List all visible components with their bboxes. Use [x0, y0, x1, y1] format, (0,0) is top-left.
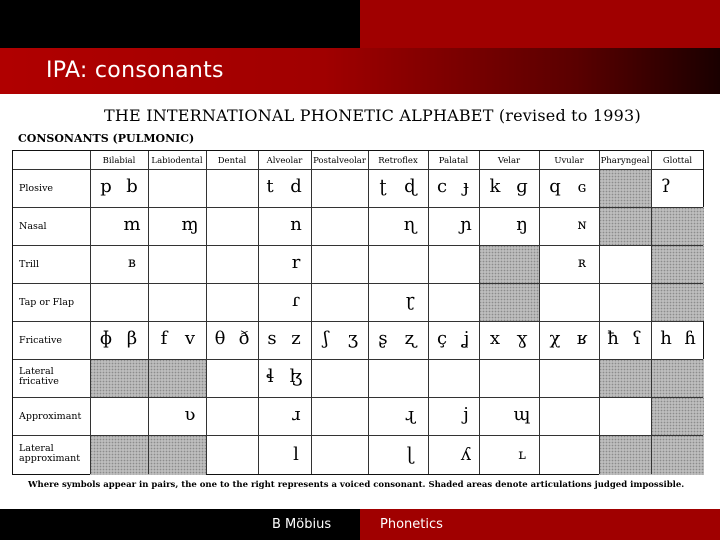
row-fricative: Fricative [19, 335, 63, 346]
ipa-symbol: ɬ [265, 366, 275, 387]
grid-line [258, 151, 259, 474]
grid-line [479, 151, 480, 474]
ipa-symbol: ɾ [291, 290, 301, 311]
row-approximant: Approximant [19, 411, 82, 422]
top-bar-black [0, 0, 360, 48]
col-uvular: Uvular [554, 156, 584, 166]
ipa-symbol: ɳ [403, 214, 417, 235]
ipa-symbol: c [436, 176, 448, 197]
ipa-symbol: ɡ [516, 176, 528, 197]
ipa-symbol: ʒ [347, 328, 359, 349]
title-bar [0, 48, 720, 94]
col-dental: Dental [217, 156, 247, 166]
ipa-symbol: ç [436, 328, 448, 349]
ipa-symbol: ɰ [513, 404, 531, 425]
col-retroflex: Retroflex [378, 156, 418, 166]
row-trill: Trill [19, 259, 39, 270]
ipa-symbol: ʃ [323, 328, 329, 349]
shade-velar-tap [479, 283, 539, 321]
ipa-symbol: ɽ [405, 290, 415, 311]
ipa-symbol: ɸ [99, 328, 113, 349]
ipa-symbol: ɴ [577, 217, 587, 233]
ipa-symbol: k [489, 176, 501, 197]
shade-glottal-approx [651, 397, 704, 435]
ipa-symbol: ɻ [405, 404, 415, 425]
row-plosive: Plosive [19, 183, 54, 194]
grid-line [651, 151, 652, 474]
ipa-symbol: p [100, 176, 112, 197]
ipa-symbol: z [291, 328, 301, 349]
ipa-symbol: ɹ [291, 404, 301, 425]
slide-title: IPA: consonants [46, 58, 224, 83]
ipa-consonant-table [12, 150, 704, 475]
row-nasal: Nasal [19, 221, 47, 232]
ipa-symbol: ɟ [463, 176, 469, 197]
ipa-symbol: ʔ [661, 176, 671, 197]
col-alveolar: Alveolar [266, 156, 303, 166]
ipa-symbol: χ [549, 328, 561, 349]
grid-line [311, 151, 312, 474]
ipa-symbol: ð [238, 328, 250, 349]
shade-velar-trill [479, 245, 539, 283]
ipa-chart-title: THE INTERNATIONAL PHONETIC ALPHABET (revised to 1993) [104, 106, 641, 125]
grid-line [428, 151, 429, 474]
ipa-symbol: ʈ [379, 176, 387, 197]
ipa-symbol: ɱ [181, 214, 199, 235]
ipa-symbol: d [290, 176, 302, 197]
col-palatal: Palatal [438, 156, 469, 166]
ipa-symbol: q [549, 176, 561, 197]
footer-author: B Möbius [272, 517, 332, 532]
col-bilabial: Bilabial [102, 156, 136, 166]
ipa-symbol: m [123, 214, 141, 235]
ipa-symbol: ɖ [404, 176, 416, 197]
ipa-symbol: ɭ [406, 444, 414, 465]
ipa-symbol: b [126, 176, 138, 197]
ipa-symbol: r [291, 252, 301, 273]
ipa-symbol: n [290, 214, 302, 235]
ipa-symbol: ʁ [576, 328, 588, 349]
footer-bar [0, 509, 720, 540]
shade-glottal-nasal [651, 207, 704, 245]
grid-line [206, 151, 207, 474]
ipa-symbol: ɮ [289, 366, 303, 387]
shade-glottal-tap [651, 283, 704, 321]
ipa-symbol: ɣ [516, 328, 528, 349]
shade-glottal-trill [651, 245, 704, 283]
ipa-symbol: ɲ [460, 214, 472, 235]
row-tap-flap: Tap or Flap [19, 297, 75, 308]
ipa-symbol: ɢ [577, 178, 587, 196]
row-lateral-fricative: Lateral fricative [19, 366, 59, 387]
chart-footnote: Where symbols appear in pairs, the one to the right represents a voiced consonant. Shaded areas denote articulations judged impossible. [28, 480, 685, 490]
ipa-symbol: s [267, 328, 277, 349]
ipa-symbol: ʐ [404, 328, 416, 349]
col-pharyngeal: Pharyngeal [600, 156, 650, 166]
ipa-symbol: ʝ [462, 328, 470, 349]
ipa-symbol: ʂ [378, 328, 388, 349]
section-heading: CONSONANTS (PULMONIC) [18, 132, 195, 145]
col-labiodental: Labiodental [151, 156, 203, 166]
ipa-symbol: ʋ [184, 404, 196, 425]
ipa-symbol: t [266, 176, 274, 197]
ipa-symbol: ʕ [632, 328, 642, 349]
grid-line [90, 151, 91, 474]
ipa-symbol: ħ [607, 328, 619, 349]
ipa-symbol: f [160, 328, 168, 349]
ipa-symbol: v [184, 328, 196, 349]
ipa-symbol: ŋ [516, 214, 528, 235]
ipa-symbol: ʙ [128, 255, 136, 271]
ipa-symbol: β [126, 328, 138, 349]
ipa-symbol: ʀ [577, 255, 587, 271]
ipa-symbol: θ [214, 328, 226, 349]
top-bar-red [360, 0, 720, 48]
ipa-symbol: ʟ [518, 447, 526, 463]
ipa-symbol: ʎ [460, 444, 472, 465]
ipa-symbol: j [463, 404, 469, 425]
ipa-symbol: x [489, 328, 501, 349]
col-glottal: Glottal [662, 156, 693, 166]
shade-pharyngeal-plosive [599, 169, 651, 207]
ipa-symbol: l [293, 444, 299, 465]
ipa-symbol: ɦ [684, 328, 696, 349]
col-postalveolar: Postalveolar [313, 156, 366, 166]
grid-line [539, 151, 540, 474]
grid-line [599, 151, 600, 474]
grid-line [368, 151, 369, 474]
col-velar: Velar [497, 156, 521, 166]
shade-pharyngeal-nasal [599, 207, 651, 245]
top-bar [0, 0, 720, 48]
footer-topic: Phonetics [380, 517, 443, 532]
row-lateral-approximant: Lateral approximant [19, 443, 81, 464]
ipa-symbol: h [660, 328, 672, 349]
grid-line [148, 151, 149, 474]
